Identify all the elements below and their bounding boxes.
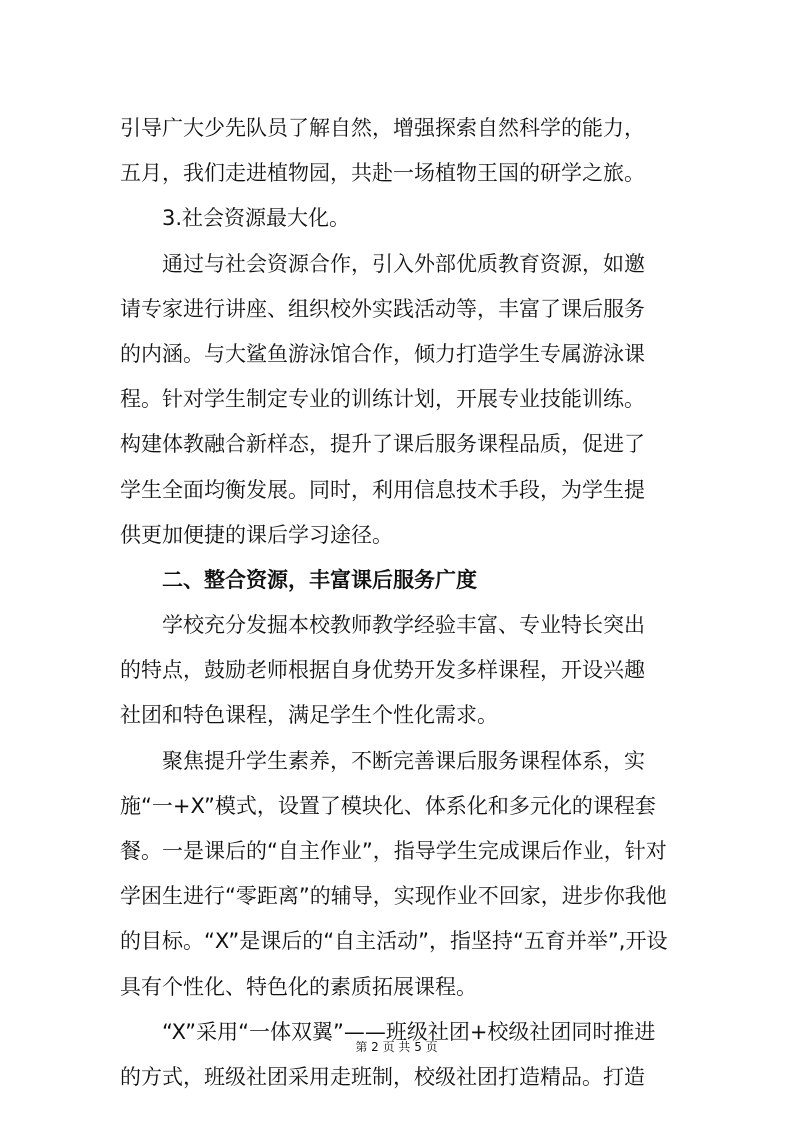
text-line: 的方式，班级社团采用走班制，校级社团打造精品。打造	[120, 1064, 645, 1089]
text-line: 构建体教融合新样态，提升了课后服务课程品质，促进了	[120, 432, 645, 457]
text-line: 施“一+X”模式，设置了模块化、体系化和多元化的课程套	[120, 793, 656, 818]
text-line: 具有个性化、特色化的素质拓展课程。	[120, 974, 477, 999]
text-line: 的内涵。与大鲨鱼游泳馆合作，倾力打造学生专属游泳课	[120, 341, 645, 366]
text-line: 供更加便捷的课后学习途径。	[120, 522, 393, 547]
page-footer: 第 2 页 共 5 页	[355, 1040, 438, 1054]
document-body	[120, 106, 680, 1100]
text-line: 餐。一是课后的“自主作业”，指导学生完成课后作业，针对	[120, 839, 667, 863]
text-line: 学困生进行“零距离”的辅导，实现作业不回家，进步你我他	[120, 884, 667, 909]
text-line: 的目标。“X”是课后的“自主活动”，指坚持“五育并举”,开设	[120, 929, 668, 954]
text-line: “X”采用“一体双翼”——班级社团+校级社团同时推进	[162, 1019, 656, 1044]
text-line: 引导广大少先队员了解自然，增强探索自然科学的能力，	[120, 116, 645, 140]
text-line: 社团和特色课程，满足学生个性化需求。	[120, 703, 498, 728]
text-line: 聚焦提升学生素养，不断完善课后服务课程体系，实	[162, 748, 645, 773]
text-line: 3.社会资源最大化。	[162, 206, 351, 231]
text-line: 学校充分发掘本校教师教学经验丰富、专业特长突出	[162, 613, 645, 638]
section-heading: 二、整合资源，丰富课后服务广度	[162, 567, 477, 592]
text-line: 请专家进行讲座、组织校外实践活动等，丰富了课后服务	[120, 296, 645, 321]
text-line: 通过与社会资源合作，引入外部优质教育资源，如邀	[162, 251, 645, 276]
text-line: 五月，我们走进植物园，共赴一场植物王国的研学之旅。	[120, 161, 645, 186]
text-line: 的特点，鼓励老师根据自身优势开发多样课程，开设兴趣	[120, 658, 645, 683]
text-line: 学生全面均衡发展。同时，利用信息技术手段，为学生提	[120, 477, 645, 502]
text-line: 程。针对学生制定专业的训练计划，开展专业技能训练。	[120, 387, 645, 412]
